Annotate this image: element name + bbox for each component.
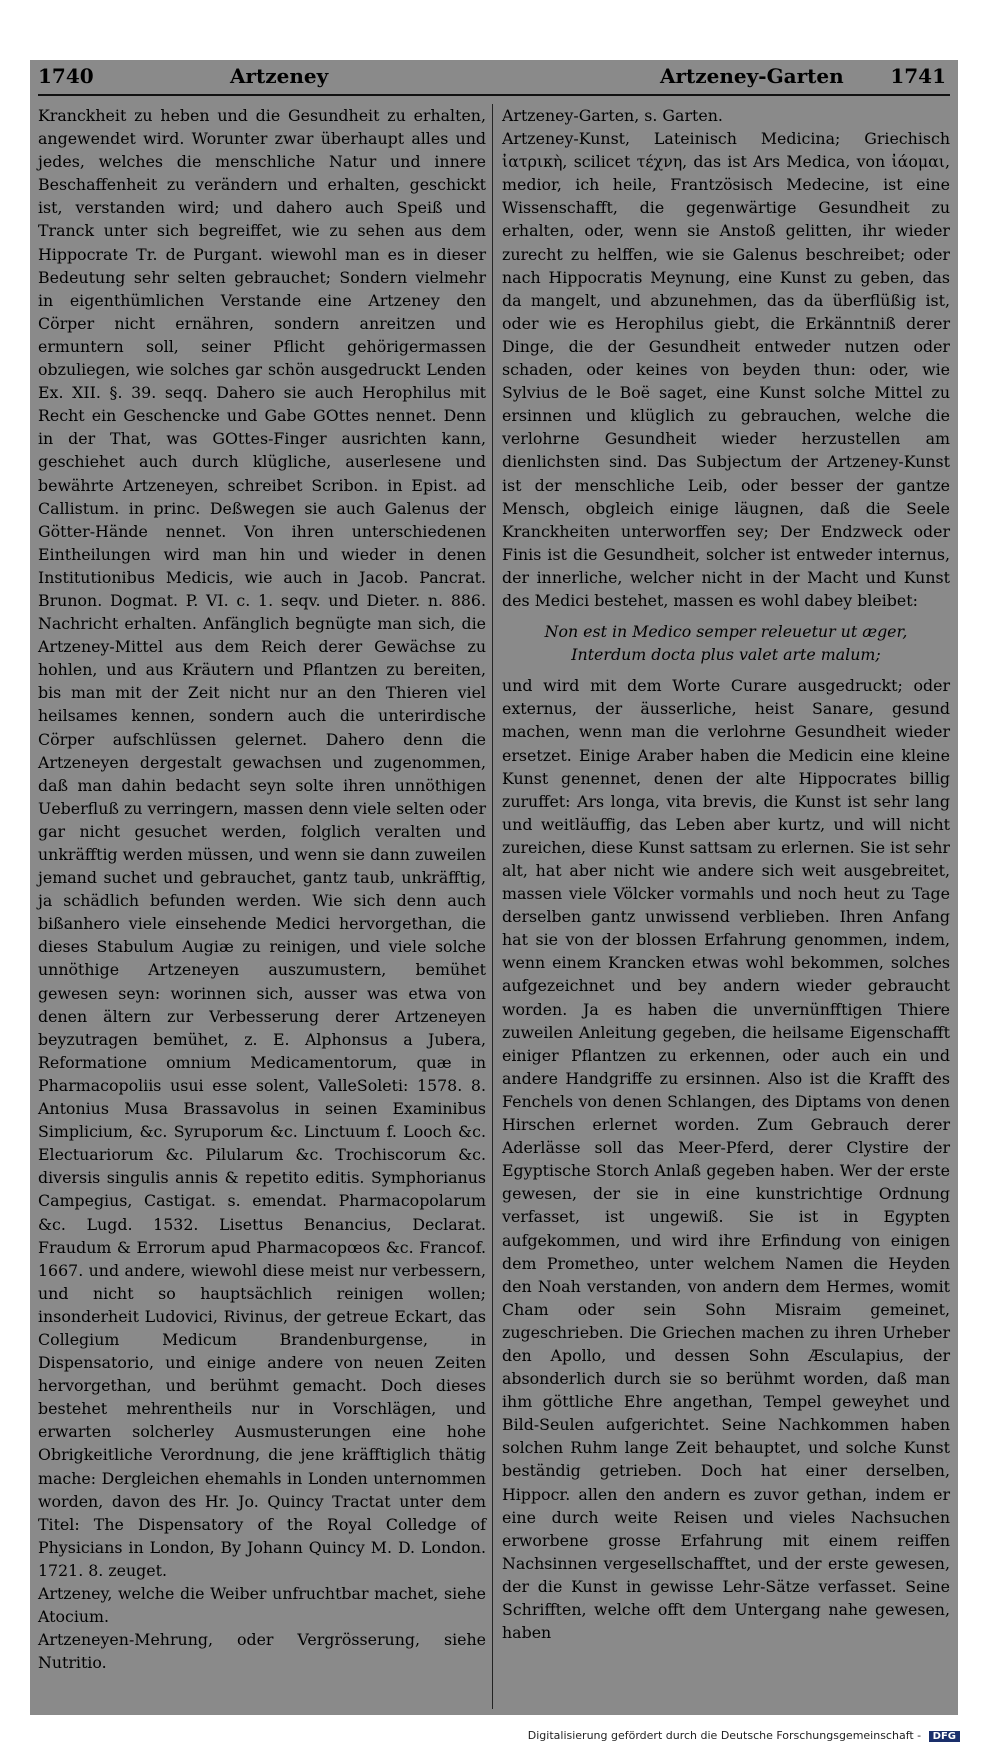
quote-line-2: Interdum docta plus valet arte malum; <box>571 645 881 665</box>
scanned-page <box>30 60 958 1715</box>
left-running-head: Artzeney <box>230 64 329 88</box>
left-page-number: 1740 <box>38 64 94 88</box>
entry-artzeney-unfruchtbar: Artzeney, welche die Weiber unfruchtbar machet, siehe Atocium. <box>38 1584 486 1627</box>
artzeney-kunst-continuation: und wird mit dem Worte Curare ausgedruckt; oder externus, der äusserliche, heist Sanare, gesund machen, wenn man die verlohrne Gesundheit wieder ersetzet. Einige Araber haben die Medicin eine kleine Kunst genennet, denen der alte Hippocrates billig zuruffet: Ars longa, vita brevis, die Kunst ist sehr lang und weitläuffig, das Leben aber kurtz, und will nicht zureichen, diese Kunst sattsam zu erlernen. Sie ist sehr alt, hat aber nicht wie andere sich weit ausgebreitet, massen viele Völcker vormahls und noch heut zu Tage derselben gantz unwissend verblieben. Ihren Anfang hat sie von der blossen Erfahrung genommen, indem, wenn einem Krancken etwas wohl bekommen, solches aufgezeichnet und bey andern wieder gebraucht worden. Ja es haben die unvernünfftigen Thiere zuweilen Anleitung gegeben, die heilsame Eigenschafft einiger Pflantzen zu erkennen, oder auch ein und andere Handgriffe zu ersinnen. Also ist die Krafft des Fenchels von denen Schlangen, des Diptams von denen Hirschen erlernet worden. Zum Gebrauch derer Aderlässe soll das Meer-Pferd, derer Clystire der Egyptische Storch Anlaß gegeben haben. Wer der erste gewesen, der sie in eine kunstrichtige Ordnung verfasset, ist ungewiß. Sie ist in Egypten aufgekommen, und wird ihre Erfindung von einigen dem Prometheo, unter welchem Namen die Heyden den Noah verstanden, von andern dem Hermes, womit Cham oder sein Sohn Misraim gemeinet, zugeschrieben. Die Griechen machen zu ihren Urheber den Apollo, und dessen Sohn Æsculapius, der absonderlich durch sie so berühmt worden, daß man ihm göttliche Ehre angethan, Tempel geweyhet und Bild-Seulen aufgerichtet. Seine Nachkommen haben solchen Ruhm lange Zeit behauptet, und solche Kunst beständig getrieben. Doch hat einer derselben, Hippocr. allen den andern es zuvor gethan, indem er eine durch weite Reisen und vieles Nachsuchen erworbene grosse Erfahrung mit einem reiffen Nachsinnen vergesellschafftet, und der erste gewesen, der die Kunst in gewisse Lehr-Sätze verfasset. Seine Schrifften, welche offt dem Untergang nahe gewesen, haben <box>502 676 950 1643</box>
entry-artzeney-kunst: Artzeney-Kunst, Lateinisch Medicina; Griechisch ἰατρικὴ, scilicet τέχνη, das ist Ars Medica, von ἰάομαι, medior, ich heile, Frantzösisch Medecine, ist eine Wissenschafft, die gegenwärtige Gesundheit zu erhalten, oder, wenn sie Anstoß gelitten, ihr wieder zurecht zu helffen, wie sie Galenus beschreibet; oder nach Hippocratis Meynung, eine Kunst zu geben, das da mangelt, und abzunehmen, das da überflüßig ist, oder wie es Herophilus giebt, die Erkänntniß derer Dinge, die der Gesundheit entweder nutzen oder schaden, oder keines von beyden thun: oder, wie Sylvius de le Boë saget, eine Kunst solche Mittel zu ersinnen und klüglich zu gebrauchen, welche die verlohrne Gesundheit wieder herzustellen am dienlichsten sind. Das Subjectum der Artzeney-Kunst ist der menschliche Leib, oder besser der gantze Mensch, obgleich einige läugnen, daß die Seele Kranckheiten unterworffen sey; Der Endzweck oder Finis ist die Gesundheit, solcher ist entweder internus, der innerliche, welcher nicht in der Macht und Kunst des Medici bestehet, massen es wohl dabey bleibet: <box>502 129 950 610</box>
dfg-logo: DFG <box>929 1731 960 1742</box>
entry-artzeneyen-mehrung: Artzeneyen-Mehrung, oder Vergrösserung, siehe Nutritio. <box>38 1630 486 1673</box>
right-running-head: Artzeney-Garten <box>660 64 844 88</box>
right-column <box>502 104 950 1644</box>
artzeney-definition-text: Kranckheit zu heben und die Gesundheit zu erhalten, angewendet wird. Worunter zwar überhaupt alles und jedes, welches die menschliche Natur und innere Beschaffenheit zu verändern und erhalten, geschickt ist, verstanden wird; und dahero auch Speiß und Tranck unter sich begreiffet, wie zu sehen aus dem Hippocrate Tr. de Purgant. wiewohl man es in dieser Bedeutung sehr selten gebrauchet; Sondern vielmehr in eigenthümlichen Verstande eine Artzeney den Cörper nicht ernähren, sondern anreitzen und ermuntern soll, seiner Pflicht gehörigermassen obzuliegen, wie solches gar schön ausgedruckt Lenden Ex. XII. §. 39. seqq. Dahero sie auch Herophilus mit Recht ein Geschencke und Gabe GOttes nennet. Denn in der That, was GOttes-Finger ausrichten kann, geschiehet auch durch klügliche, auserlesene und bewährte Artzeneyen, schreibet Scribon. in Epist. ad Callistum. in princ. Deßwegen sie auch Galenus der Götter-Hände nennet. Von ihren unterschiedenen Eintheilungen wird man hin und wieder in denen Institutionibus Medicis, wie auch in Jacob. Pancrat. Brunon. Dogmat. P. VI. c. 1. seqv. und Dieter. n. 886. Nachricht erhalten. Anfänglich begnügte man sich, die Artzeney-Mittel aus dem Reich derer Gewächse zu hohlen, und aus Kräutern und Pflantzen zu bereiten, bis man mit der Zeit nicht nur an den Thieren viel heilsames kennen, sondern auch die unterirdische Cörper aufschlüssen gelernet. Dahero denn die Artzeneyen dergestalt gewachsen und zugenommen, daß man dahin bedacht seyn solte ihren unnöthigen Ueberfluß zu verringern, massen denn viele selten oder gar nicht gesuchet werden, folglich veralten und unkräfftig werden müssen, und wenn sie dann zuweilen jemand suchet und gebrauchet, gantz taub, unkräfftig, ja schädlich befunden werden. Wie sich denn auch bißanhero viele einsehende Medici hervorgethan, die dieses Stabulum Augiæ zu reinigen, und viele solche unnöthige Artzeneyen auszumustern, bemühet gewesen seyn: worinnen sich, ausser was etwa von denen ältern zur Verbesserung derer Artzeneyen beyzutragen bemühet, z. E. Alphonsus a Jubera, Reformatione omnium Medicamentorum, quæ in Pharmacopoliis usui esse solent, ValleSoleti: 1578. 8. Antonius Musa Brassavolus in seinen Examinibus Simplicium, &c. Syruporum &c. Linctuum f. Looch &c. Electuariorum &c. Pilularum &c. Trochiscorum &c. diversis singulis annis & repetito editis. Symphorianus Campegius, Castigat. s. emendat. Pharmacopolarum &c. Lugd. 1532. Lisettus Benancius, Declarat. Fraudum & Errorum apud Pharmacopœos &c. Francof. 1667. und andere, wiewohl diese meist nur verbessern, und nicht so hauptsächlich reinigen wollen; insonderheit Ludovici, Rivinus, der getreue Eckart, das Collegium Medicum Brandenburgense, in Dispensatorio, und einige andere von neuen Zeiten hervorgethan, und berühmt gemacht. Doch dieses bestehet mehrentheils nur in Vorschlägen, und erwarten solcherley Ausmusterungen eine hohe Obrigkeitliche Verordnung, die jene kräfftiglich thätig mache: Dergleichen ehemahls in Londen unternommen worden, davon des Hr. Jo. Quincy Tractat unter dem Titel: The Dispensatory of the Royal Colledge of Physicians in London, By Johann Quincy M. D. London. 1721. 8. zeuget. <box>38 106 486 1580</box>
column-divider <box>492 104 493 1709</box>
digitization-footer <box>528 1729 960 1742</box>
right-page-number: 1741 <box>890 64 946 88</box>
entry-artzeney-garten: Artzeney-Garten, s. Garten. <box>502 106 723 125</box>
page-header <box>30 60 958 96</box>
latin-quote <box>502 620 950 666</box>
footer-text: Digitalisierung gefördert durch die Deutsche Forschungsgemeinschaft - <box>527 1729 922 1742</box>
header-rule <box>38 94 950 96</box>
quote-line-1: Non est in Medico semper releuetur ut æger, <box>544 622 908 642</box>
left-column <box>38 104 486 1674</box>
